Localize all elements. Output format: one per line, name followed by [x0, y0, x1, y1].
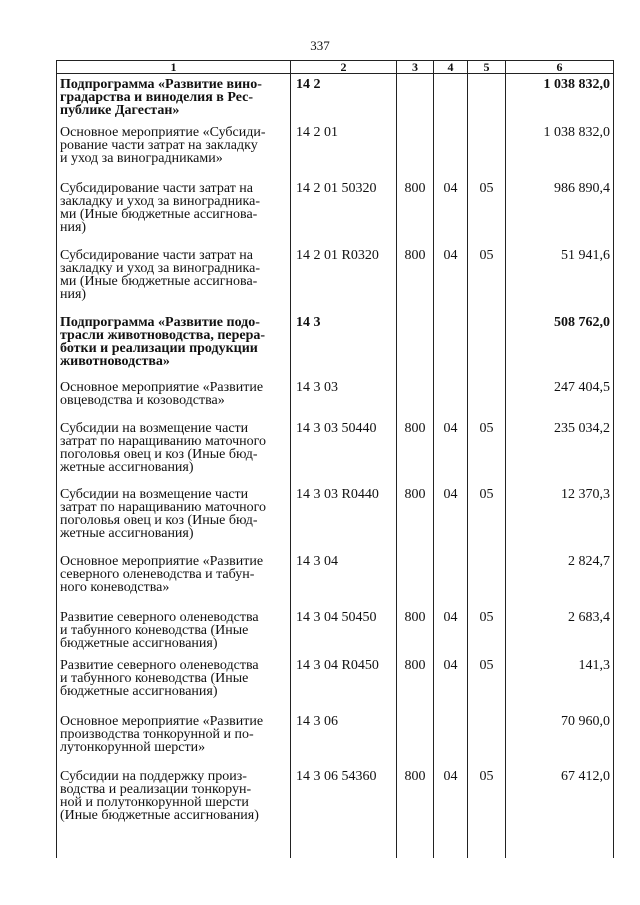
table-row: [57, 551, 614, 607]
row-section-cell: 04: [434, 178, 468, 245]
column-header-4: 4: [434, 61, 468, 74]
row-code-cell: 14 3 06: [291, 711, 397, 766]
row-amount-cell: 51 941,6: [506, 245, 614, 312]
row-name-cell: Основное мероприятие «Развитие производства тонкорунной и по- лутонкорунной шерсти»: [57, 711, 291, 766]
row-code-cell: 14 3: [291, 312, 397, 377]
page-number: 337: [310, 38, 330, 53]
table-row: [57, 377, 614, 418]
row-amount-cell: 67 412,0: [506, 766, 614, 858]
row-type-cell: 800: [397, 418, 434, 484]
row-amount-cell: 1 038 832,0: [506, 122, 614, 178]
row-code-cell: 14 3 04 R0450: [291, 655, 397, 711]
row-subsection-cell: 05: [468, 245, 506, 312]
row-subsection-cell: 05: [468, 178, 506, 245]
row-type-cell: 800: [397, 655, 434, 711]
row-subsection-cell: 05: [468, 766, 506, 858]
table-row: [57, 766, 614, 858]
row-type-cell: [397, 74, 434, 123]
row-name-cell: Субсидии на поддержку произ- водства и реализации тонкорун- ной и полутонкорунной шерсти (Иные бюджетные ассигнования): [57, 766, 291, 858]
row-type-cell: 800: [397, 178, 434, 245]
row-name-cell: Основное мероприятие «Субсиди- рование части затрат на закладку и уход за виноградниками»: [57, 122, 291, 178]
row-amount-cell: 70 960,0: [506, 711, 614, 766]
table-row: [57, 74, 614, 123]
row-section-cell: [434, 74, 468, 123]
table-row: [57, 245, 614, 312]
row-section-cell: [434, 377, 468, 418]
row-code-cell: 14 3 03: [291, 377, 397, 418]
row-subsection-cell: 05: [468, 418, 506, 484]
row-name-cell: Субсидирование части затрат на закладку и уход за виноградника- ми (Иные бюджетные ассигнова- ния): [57, 245, 291, 312]
row-amount-cell: 247 404,5: [506, 377, 614, 418]
row-section-cell: [434, 711, 468, 766]
row-section-cell: 04: [434, 484, 468, 551]
row-code-cell: 14 2: [291, 74, 397, 123]
row-code-cell: 14 3 03 R0440: [291, 484, 397, 551]
row-section-cell: [434, 122, 468, 178]
row-amount-cell: 986 890,4: [506, 178, 614, 245]
table-row: [57, 484, 614, 551]
row-name-cell: Субсидии на возмещение части затрат по наращиванию маточного поголовья овец и коз (Иные бюд- жетные ассигнования): [57, 418, 291, 484]
row-type-cell: [397, 122, 434, 178]
row-type-cell: [397, 551, 434, 607]
row-code-cell: 14 2 01: [291, 122, 397, 178]
row-section-cell: 04: [434, 245, 468, 312]
row-amount-cell: 235 034,2: [506, 418, 614, 484]
table-body: [57, 74, 614, 859]
table-row: [57, 607, 614, 655]
row-code-cell: 14 2 01 50320: [291, 178, 397, 245]
row-name-cell: Основное мероприятие «Развитие овцеводства и козоводства»: [57, 377, 291, 418]
row-section-cell: 04: [434, 655, 468, 711]
row-subsection-cell: [468, 377, 506, 418]
table-row: [57, 122, 614, 178]
table-row: [57, 655, 614, 711]
row-subsection-cell: [468, 711, 506, 766]
row-amount-cell: 2 824,7: [506, 551, 614, 607]
row-code-cell: 14 2 01 R0320: [291, 245, 397, 312]
column-header-1: 1: [57, 61, 291, 74]
row-amount-cell: 1 038 832,0: [506, 74, 614, 123]
row-type-cell: 800: [397, 766, 434, 858]
row-amount-cell: 2 683,4: [506, 607, 614, 655]
row-name-cell: Подпрограмма «Развитие подо- трасли животноводства, перера- ботки и реализации продукции животноводства»: [57, 312, 291, 377]
row-amount-cell: 508 762,0: [506, 312, 614, 377]
row-section-cell: [434, 551, 468, 607]
row-type-cell: [397, 377, 434, 418]
column-header-5: 5: [468, 61, 506, 74]
row-name-cell: Развитие северного оленеводства и табунного коневодства (Иные бюджетные ассигнования): [57, 655, 291, 711]
column-header-3: 3: [397, 61, 434, 74]
column-header-2: 2: [291, 61, 397, 74]
row-code-cell: 14 3 06 54360: [291, 766, 397, 858]
row-code-cell: 14 3 04: [291, 551, 397, 607]
row-section-cell: 04: [434, 607, 468, 655]
row-subsection-cell: 05: [468, 484, 506, 551]
row-name-cell: Основное мероприятие «Развитие северного оленеводства и табун- ного коневодства»: [57, 551, 291, 607]
header-row: [57, 61, 614, 74]
row-section-cell: 04: [434, 766, 468, 858]
row-amount-cell: 12 370,3: [506, 484, 614, 551]
row-subsection-cell: 05: [468, 607, 506, 655]
row-section-cell: 04: [434, 418, 468, 484]
row-amount-cell: 141,3: [506, 655, 614, 711]
row-type-cell: 800: [397, 245, 434, 312]
row-name-cell: Субсидирование части затрат на закладку и уход за виноградника- ми (Иные бюджетные ассигнова- ния): [57, 178, 291, 245]
row-type-cell: 800: [397, 484, 434, 551]
row-name-cell: Субсидии на возмещение части затрат по наращиванию маточного поголовья овец и коз (Иные бюд- жетные ассигнования): [57, 484, 291, 551]
row-subsection-cell: [468, 551, 506, 607]
row-subsection-cell: 05: [468, 655, 506, 711]
row-type-cell: [397, 711, 434, 766]
table-row: [57, 711, 614, 766]
table-row: [57, 178, 614, 245]
row-name-cell: Развитие северного оленеводства и табунного коневодства (Иные бюджетные ассигнования): [57, 607, 291, 655]
row-type-cell: [397, 312, 434, 377]
row-subsection-cell: [468, 74, 506, 123]
column-header-6: 6: [506, 61, 614, 74]
table-row: [57, 312, 614, 377]
table-row: [57, 418, 614, 484]
row-section-cell: [434, 312, 468, 377]
budget-table: [56, 60, 614, 858]
row-code-cell: 14 3 03 50440: [291, 418, 397, 484]
row-subsection-cell: [468, 122, 506, 178]
row-subsection-cell: [468, 312, 506, 377]
row-code-cell: 14 3 04 50450: [291, 607, 397, 655]
row-type-cell: 800: [397, 607, 434, 655]
row-name-cell: Подпрограмма «Развитие вино- градарства и виноделия в Рес- публике Дагестан»: [57, 74, 291, 123]
